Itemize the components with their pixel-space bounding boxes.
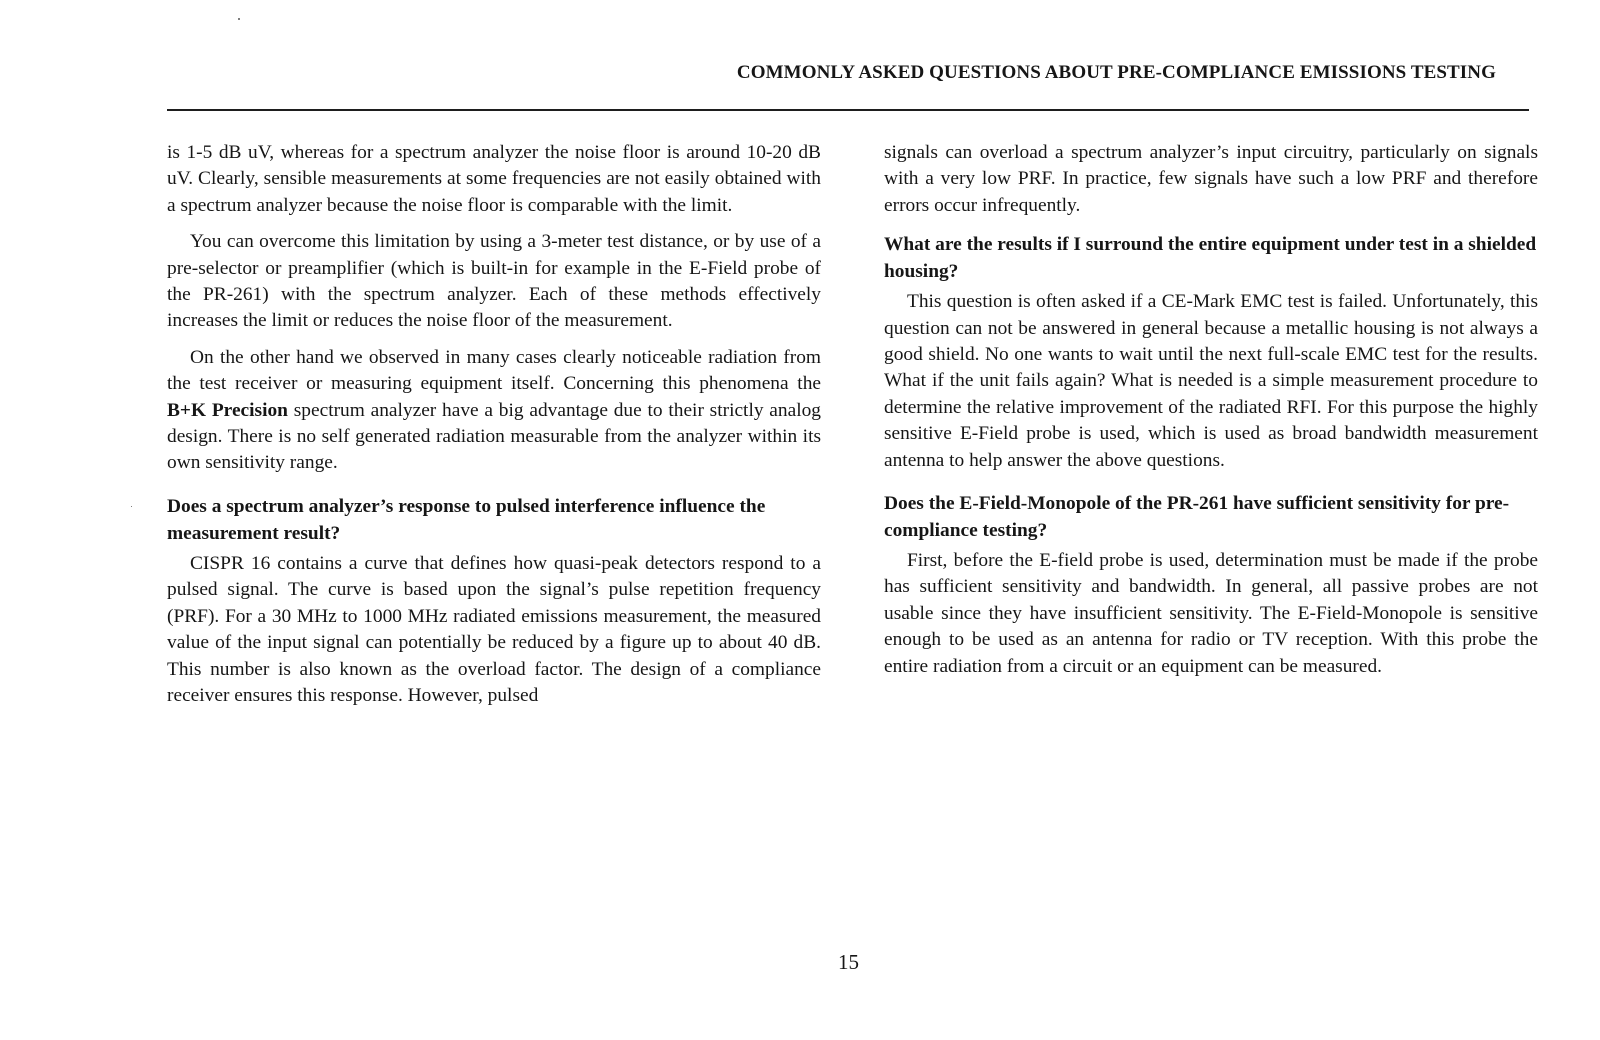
brand-name: B+K Precision [167,399,288,421]
paragraph-noise-floor: is 1-5 dB uV, whereas for a spectrum analyzer the noise floor is around 10-20 dB uV. Clearly, sensible measurements at some frequencies are not easily obtained with a spectrum analyzer because the noise floor is comparable with the limit. [167,142,821,216]
page-number: 15 [838,950,859,974]
scan-speck [131,506,132,507]
answer-shielded-housing: This question is often asked if a CE-Mark EMC test is failed. Unfortunately, this question can not be answered in general because a metallic housing is not always a good shield. No one wants to wait until the next full-scale EMC test for the results. What if the unit fails again? What is needed is a simple measurement procedure to determine the relative improvement of the radiated RFI. For this purpose the highly sensitive E-Field probe is used, which is used as broad bandwidth measurement antenna to help answer the above questions. [884,291,1538,471]
right-column [884,140,1538,690]
paragraph-radiation-text-start: On the other hand we observed in many cases clearly noticeable radiation from the test receiver or measuring equipment itself. Concerning this phenomena the [167,346,821,395]
paragraph-continued: signals can overload a spectrum analyzer’s input circuitry, particularly on signals with a very low PRF. In practice, few signals have such a low PRF and therefore errors occur infrequently. [884,142,1538,216]
left-column [167,140,821,719]
scan-speck [238,18,240,20]
question-efield-monopole: Does the E-Field-Monopole of the PR-261 have sufficient sensitivity for pre-compliance testing? [884,493,1510,542]
answer-efield-monopole: First, before the E-field probe is used, determination must be made if the probe has sufficient sensitivity and bandwidth. In general, all passive probes are not usable since they have insufficient sensitivity. The E-Field-Monopole is sensitive enough to be used as an antenna for radio or TV reception. With this probe the entire radiation from a circuit or an equipment can be measured. [884,550,1538,677]
paragraph-radiation-text-end: spectrum analyzer have a big advantage due to their strictly analog design. There is no self generated radiation measurable from the analyzer within its own sensitivity range. [167,399,821,474]
running-header: COMMONLY ASKED QUESTIONS ABOUT PRE-COMPLIANCE EMISSIONS TESTING [736,62,1496,83]
header-rule [167,109,1529,111]
answer-pulsed-interference: CISPR 16 contains a curve that defines how quasi-peak detectors respond to a pulsed signal. The curve is based upon the signal’s pulse repetition frequency (PRF). For a 30 MHz to 1000 MHz radiated emissions measurement, the measured value of the input signal can potentially be reduced by a figure up to about 40 dB. This number is also known as the overload factor. The design of a compliance receiver ensures this response. However, pulsed [167,552,821,706]
paragraph-overcome-limitation: You can overcome this limitation by using a 3-meter test distance, or by use of a pre-selector or preamplifier (which is built-in for example in the E-Field probe of the PR-261) with the spectrum analyzer. Each of these methods effectively increases the limit or reduces the noise floor of the measurement. [167,231,821,332]
question-shielded-housing: What are the results if I surround the entire equipment under test in a shielded housing? [884,234,1537,283]
question-pulsed-interference: Does a spectrum analyzer’s response to pulsed interference influence the measurement result? [167,495,766,544]
paragraph-radiation-observed [167,345,821,477]
